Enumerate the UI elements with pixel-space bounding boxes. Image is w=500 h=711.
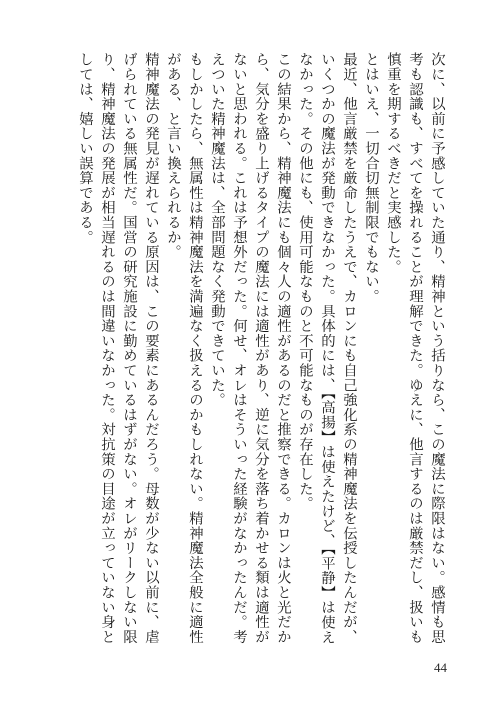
paragraph-2: とはいえ、一切合切無制限でもない。 [363, 52, 379, 304]
page-number: 44 [434, 660, 447, 675]
paragraph-1: 次に、以前に予感していた通り、精神という括りなら、この魔法に際限はない。感情も思考も認識も、すべてを操れることが理解できた。ゆえに、他言するのは厳禁だし、扱いも慎重を期するべきだと実感した。 [385, 52, 445, 644]
vertical-body-text [56, 52, 448, 652]
paragraph-5: もしかしたら、無属性は精神魔法を満遍なく扱えるのかもしれない。精神魔法全般に適性がある、と言い換えられるか。 [165, 52, 203, 644]
paragraph-3: 最近、他言厳禁を厳命したうえで、カロンにも自己強化系の精神魔法を伝授したんだが、いくつかの魔法が発動できなかった。具体的には、【高揚】は使えたけど、【平静】は使えなかった。その他にも、使用可能なものと不可能なものが存在した。 [297, 52, 357, 645]
paragraph-6: 精神魔法の発見が遅れている原因は、この要素にあるんだろう。母数が少ない以前に、虐げられている無属性だ。国営の研究施設に勤めているはずがない。オレがリークしない限り、精神魔法の発展が相当遅れるのは間違いなかった。対抗策の目途が立っていない身としては、嬉しい誤算である。 [77, 52, 159, 644]
paragraph-4: この結果から、精神魔法にも個々人の適性があるのだと推察できる。カロンは火と光だから、気分を盛り上げるタイプの魔法には適性があり、逆に気分を落ち着かせる類は適性がないと思われる。これは予想外だった。何せ、オレはそういった経験がなかったんだ。考えついた精神魔法は、全部問題なく発動できていた。 [209, 52, 291, 644]
